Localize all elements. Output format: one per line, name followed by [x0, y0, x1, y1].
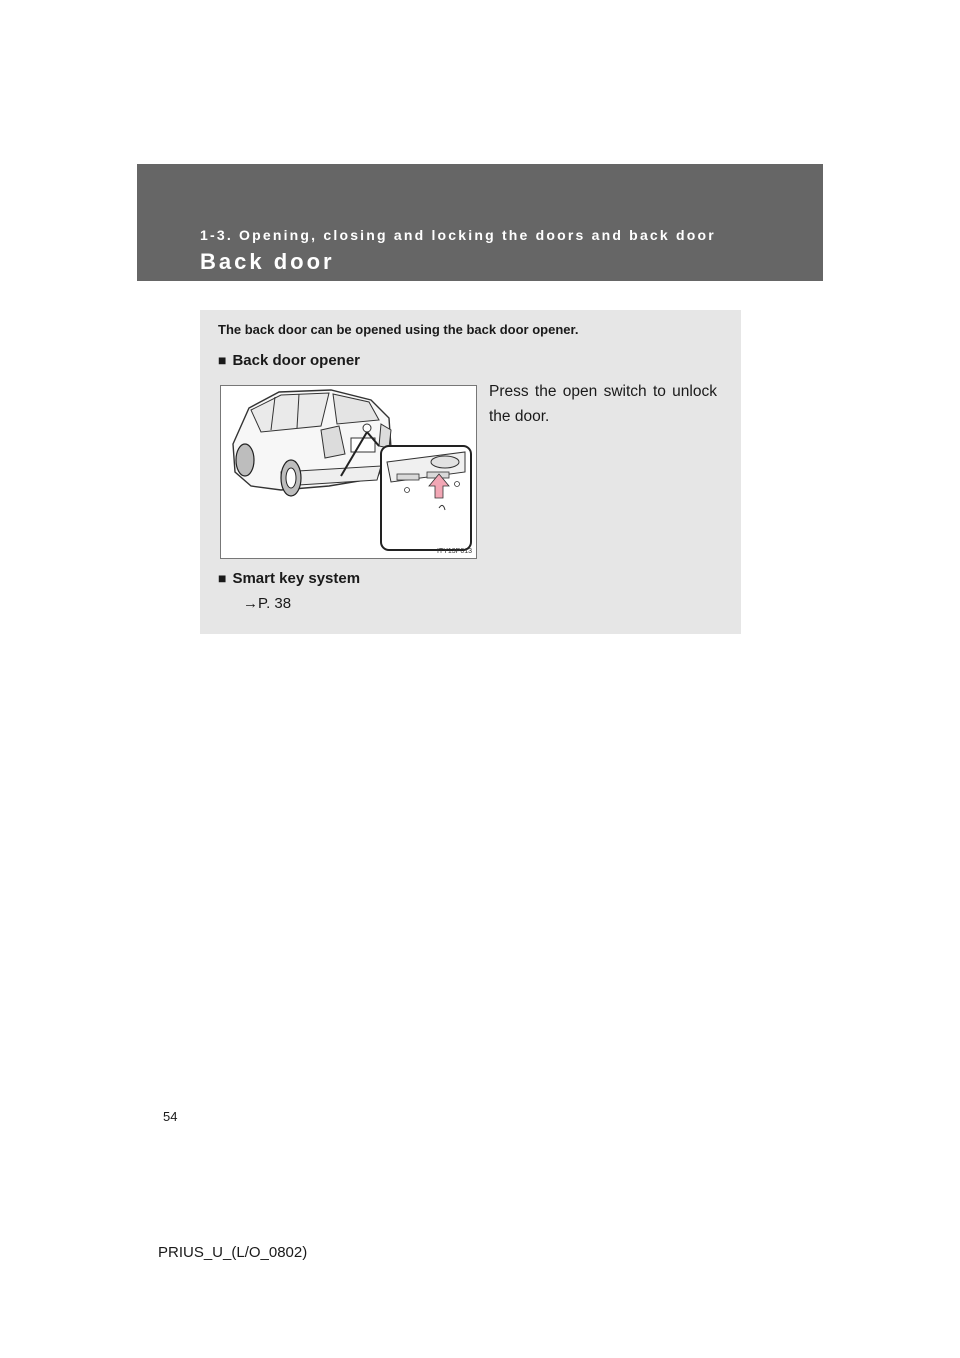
- square-bullet-icon: ■: [218, 570, 227, 586]
- content-box: [200, 310, 741, 634]
- figure-code: ITY13P013: [436, 548, 472, 555]
- page-reference[interactable]: [243, 595, 291, 612]
- subheading-smart-key-system: [218, 570, 360, 587]
- header-band: [137, 164, 823, 281]
- page-title: Back door: [200, 249, 335, 274]
- intro-text: The back door can be opened using the back door opener.: [218, 322, 579, 337]
- subheading-label: Smart key system: [232, 570, 361, 587]
- car-rear-drawing: [221, 386, 476, 558]
- arrow-right-icon: →: [243, 595, 258, 612]
- instruction-text: Press the open switch to unlock the door.: [489, 383, 717, 425]
- document-code: PRIUS_U_(L/O_0802): [158, 1244, 308, 1261]
- subheading-label: Back door opener: [232, 352, 360, 369]
- page-number: 54: [163, 1109, 178, 1124]
- back-door-illustration: [220, 385, 477, 559]
- page-reference-label: P. 38: [258, 595, 292, 612]
- subheading-back-door-opener: [218, 352, 360, 369]
- square-bullet-icon: ■: [218, 352, 227, 368]
- section-label: 1-3. Opening, closing and locking the doors and back door: [200, 227, 716, 243]
